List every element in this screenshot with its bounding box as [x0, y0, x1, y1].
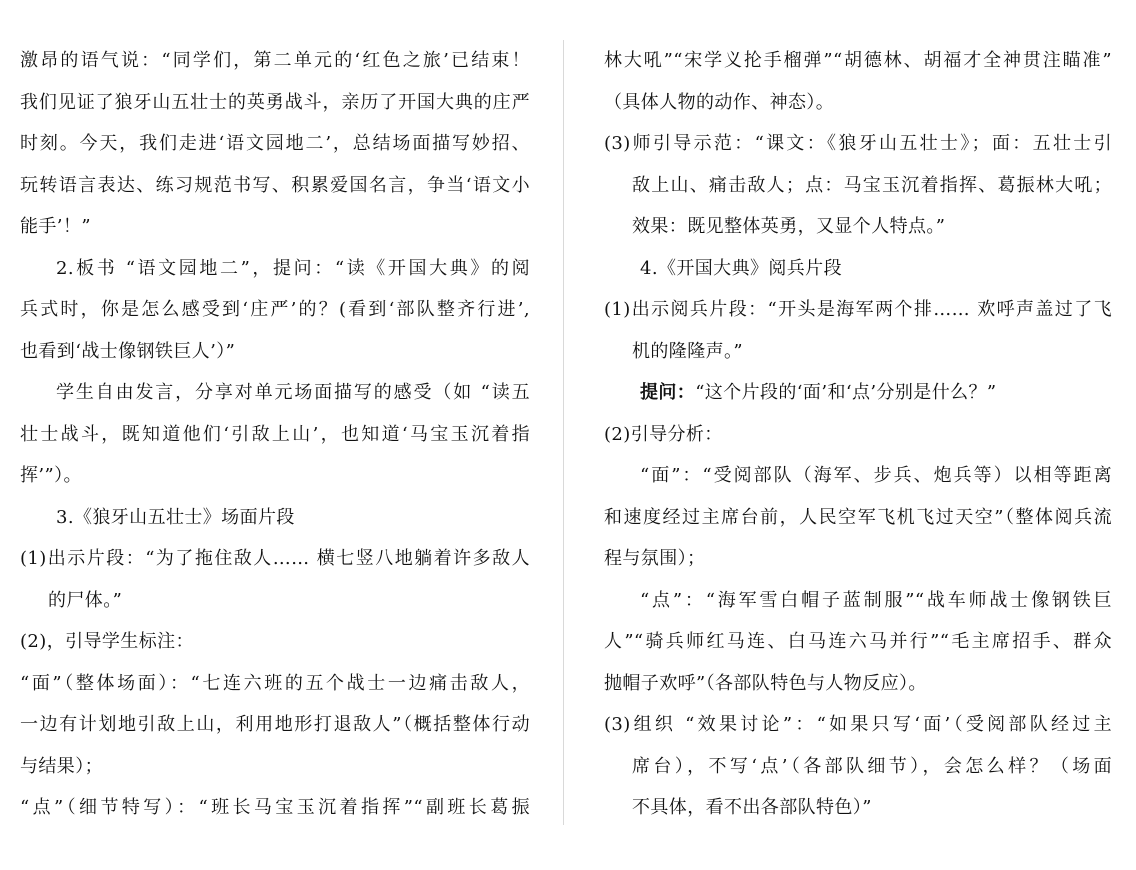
text-line: “点”：“海军雪白帽子蓝制服”“战车师战士像钢铁巨 [640, 589, 1112, 611]
text-line: (3)师引导示范：“课文：《狼牙山五壮士》；面：五壮士引 [604, 133, 1112, 154]
text-line: 与结果）； [20, 755, 103, 777]
text-line: 人”“骑兵师红马连、白马连六马并行”“毛主席招手、群众 [604, 631, 1112, 652]
text-line: 席台），不写‘点’（各部队细节），会怎么样？（场面 [632, 755, 1112, 777]
text-line: 程与氛围）； [604, 548, 706, 569]
text-line: (2)，引导学生标注： [20, 631, 194, 652]
text-line: 学生自由发言，分享对单元场面描写的感受（如 “读五 [56, 382, 530, 403]
text-line: 壮士战斗，既知道他们‘引敌上山’，也知道‘马宝玉沉着指 [20, 423, 530, 445]
right-text-column [604, 40, 1112, 829]
text-line: 一边有计划地引敌上山，利用地形打退敌人”（概括整体行动 [20, 714, 530, 735]
text-line: 兵式时，你是怎么感受到‘庄严’的？(看到‘部队整齐行进’, [20, 299, 530, 320]
text-line: 挥’”）。 [20, 465, 82, 486]
text-line: 4.《开国大典》阅兵片段 [640, 257, 842, 279]
text-line: 也看到‘战士像钢铁巨人’）” [20, 340, 236, 362]
text-line: 的尸体。” [48, 589, 123, 611]
text-line: 玩转语言表达、练习规范书写、积累爱国名言，争当‘语文小 [20, 174, 530, 196]
bold-label: 提问： [640, 382, 696, 403]
text-line: 能手’！” [20, 216, 91, 237]
text-line: “面”：“受阅部队（海军、步兵、炮兵等）以相等距离 [640, 465, 1112, 486]
text-line: (1)出示片段：“为了拖住敌人…… 横七竖八地躺着许多敌人 [20, 548, 530, 569]
left-text-column [20, 40, 530, 829]
text-line: “面”（整体场面）：“七连六班的五个战士一边痛击敌人， [20, 672, 530, 694]
text-line: “点”（细节特写）：“班长马宝玉沉着指挥”“副班长葛振 [20, 797, 530, 818]
text-line: 不具体，看不出各部队特色）” [632, 797, 872, 818]
text-line: 时刻。今天，我们走进‘语文园地二’，总结场面描写妙招、 [20, 133, 530, 154]
column-divider [563, 40, 564, 825]
text-line: 机的隆隆声。” [632, 340, 744, 362]
text-line: (1)出示阅兵片段：“开头是海军两个排…… 欢呼声盖过了飞 [604, 299, 1112, 320]
text-line: 和速度经过主席台前，人民空军飞机飞过天空”（整体阅兵流 [604, 506, 1112, 528]
text-line: 我们见证了狼牙山五壮士的英勇战斗，亲历了开国大典的庄严 [20, 91, 530, 113]
text-line: (2)引导分析： [604, 423, 723, 445]
text-line: （具体人物的动作、神态）。 [604, 91, 835, 113]
text-line: 3.《狼牙山五壮士》场面片段 [56, 506, 295, 528]
text-line [604, 372, 1112, 414]
text-line: 效果：既见整体英勇，又显个人特点。” [632, 216, 946, 237]
text-line: 抛帽子欢呼”（各部队特色与人物反应）。 [604, 672, 927, 694]
text-line: 林大吼”“宋学义抡手榴弹”“胡德林、胡福才全神贯注瞄准” [604, 50, 1112, 71]
line-text: “这个片段的‘面’和‘点’分别是什么？” [695, 382, 997, 403]
text-line: 2.板书 “语文园地二”，提问：“读《开国大典》的阅 [56, 257, 530, 279]
text-line: (3)组织 “效果讨论”：“如果只写‘面’（受阅部队经过主 [604, 714, 1112, 735]
text-line: 敌上山、痛击敌人；点：马宝玉沉着指挥、葛振林大吼； [632, 174, 1112, 196]
text-line: 激昂的语气说：“同学们，第二单元的‘红色之旅’已结束！ [20, 50, 530, 71]
